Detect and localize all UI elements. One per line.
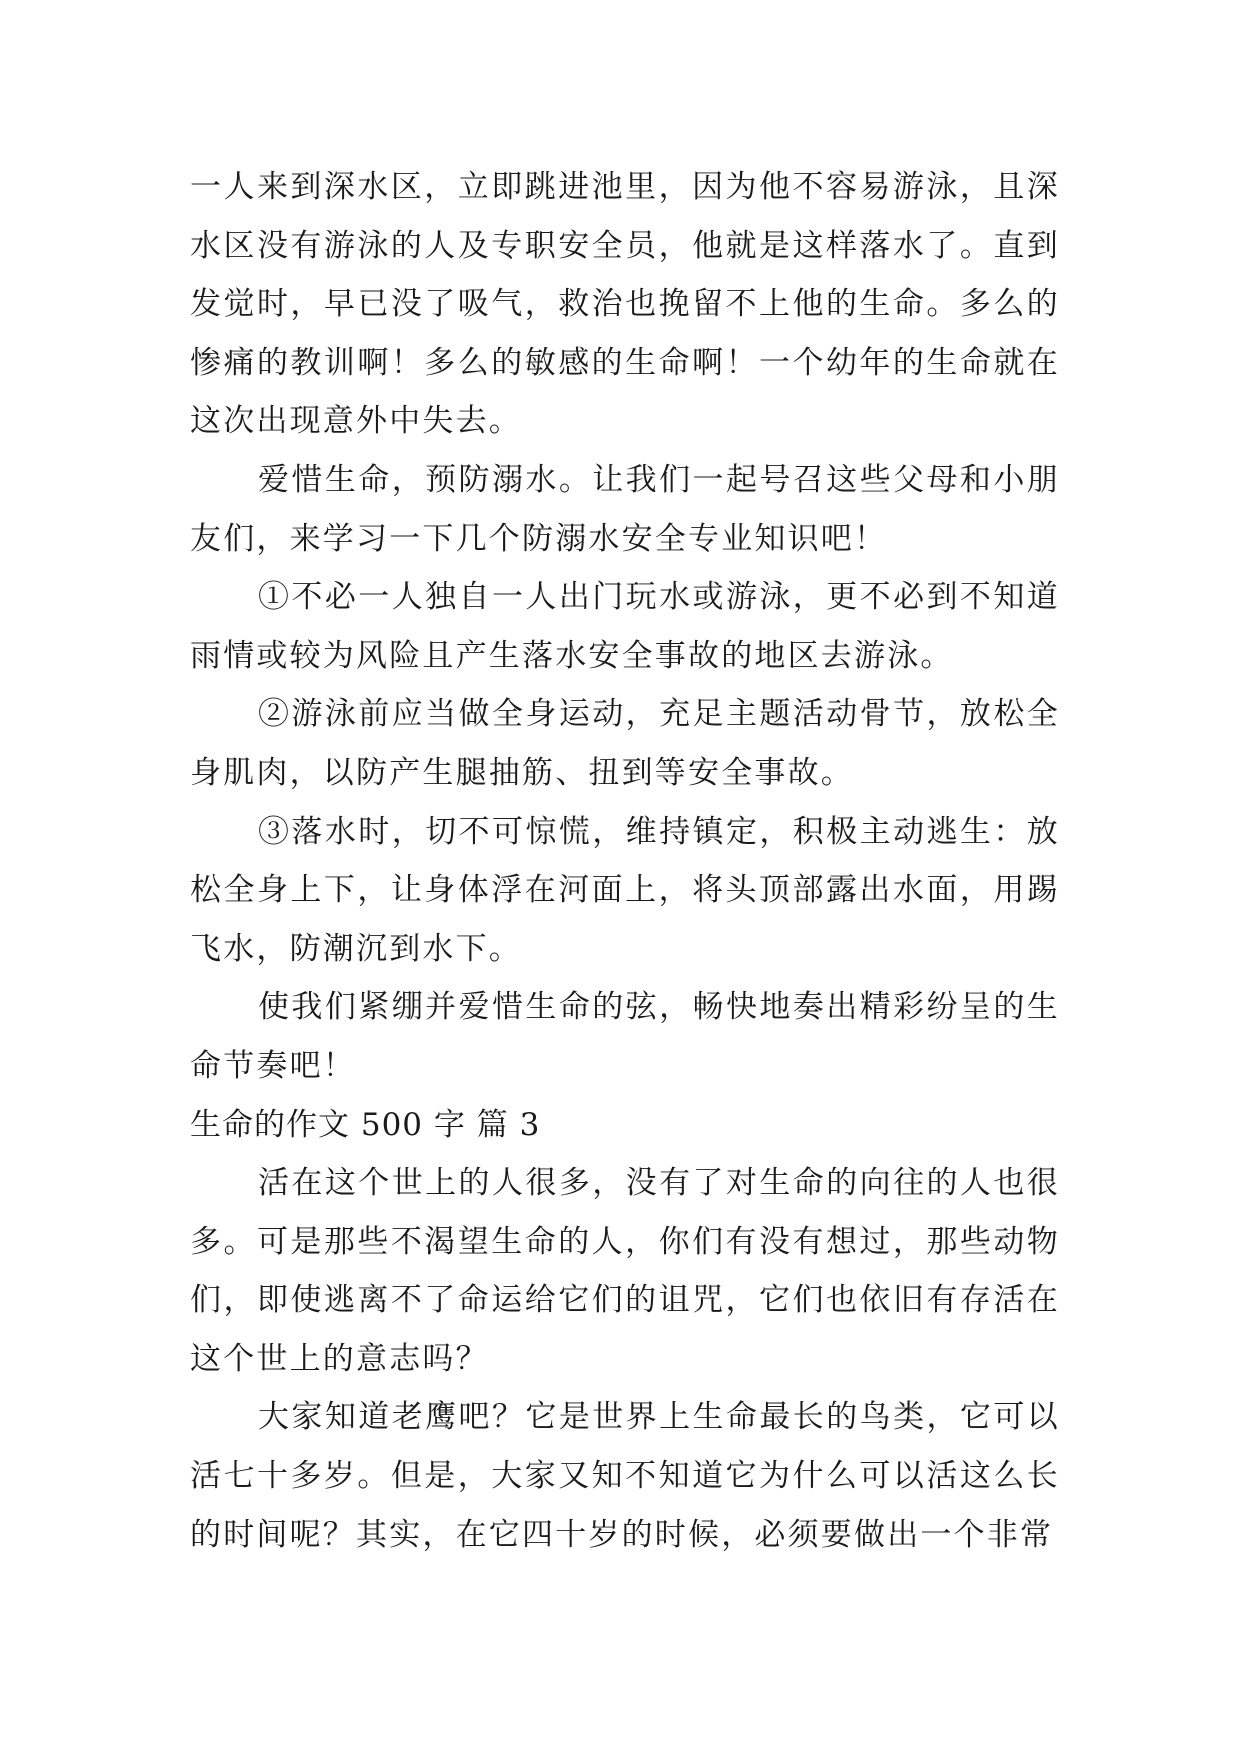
section-heading: 生命的作文 500 字 篇 3	[190, 1106, 541, 1143]
document-page	[190, 158, 1060, 1564]
paragraph-1: 一人来到深水区，立即跳进池里，因为他不容易游泳，且深水区没有游泳的人及专职安全员，他就是这样落水了。直到发觉时，早已没了吸气，救治也挽留不上他的生命。多么的惨痛的教训啊！多么的敏感的生命啊！一个幼年的生命就在这次出现意外中失去。	[190, 169, 1060, 440]
paragraph-7: 活在这个世上的人很多，没有了对生命的向往的人也很多。可是那些不渴望生命的人，你们有没有想过，那些动物们，即使逃离不了命运给它们的诅咒，它们也依旧有存活在这个世上的意志吗？	[190, 1165, 1060, 1377]
paragraph-5: ③落水时，切不可惊慌，维持镇定，积极主动逃生：放松全身上下，让身体浮在河面上，将头顶部露出水面，用踢飞水，防潮沉到水下。	[190, 813, 1060, 967]
paragraph-6: 使我们紧绷并爱惜生命的弦，畅快地奏出精彩纷呈的生命节奏吧！	[190, 989, 1060, 1084]
paragraph-8: 大家知道老鹰吧？它是世界上生命最长的鸟类，它可以活七十多岁。但是，大家又知不知道它为什么可以活这么长的时间呢？其实，在它四十岁的时候，必须要做出一个非常	[190, 1399, 1060, 1553]
paragraph-3: ①不必一人独自一人出门玩水或游泳，更不必到不知道雨情或较为风险且产生落水安全事故的地区去游泳。	[190, 579, 1060, 674]
paragraph-2: 爱惜生命，预防溺水。让我们一起号召这些父母和小朋友们，来学习一下几个防溺水安全专业知识吧！	[190, 461, 1060, 557]
paragraph-4: ②游泳前应当做全身运动，充足主题活动骨节，放松全身肌肉，以防产生腿抽筋、扭到等安全事故。	[190, 696, 1060, 791]
